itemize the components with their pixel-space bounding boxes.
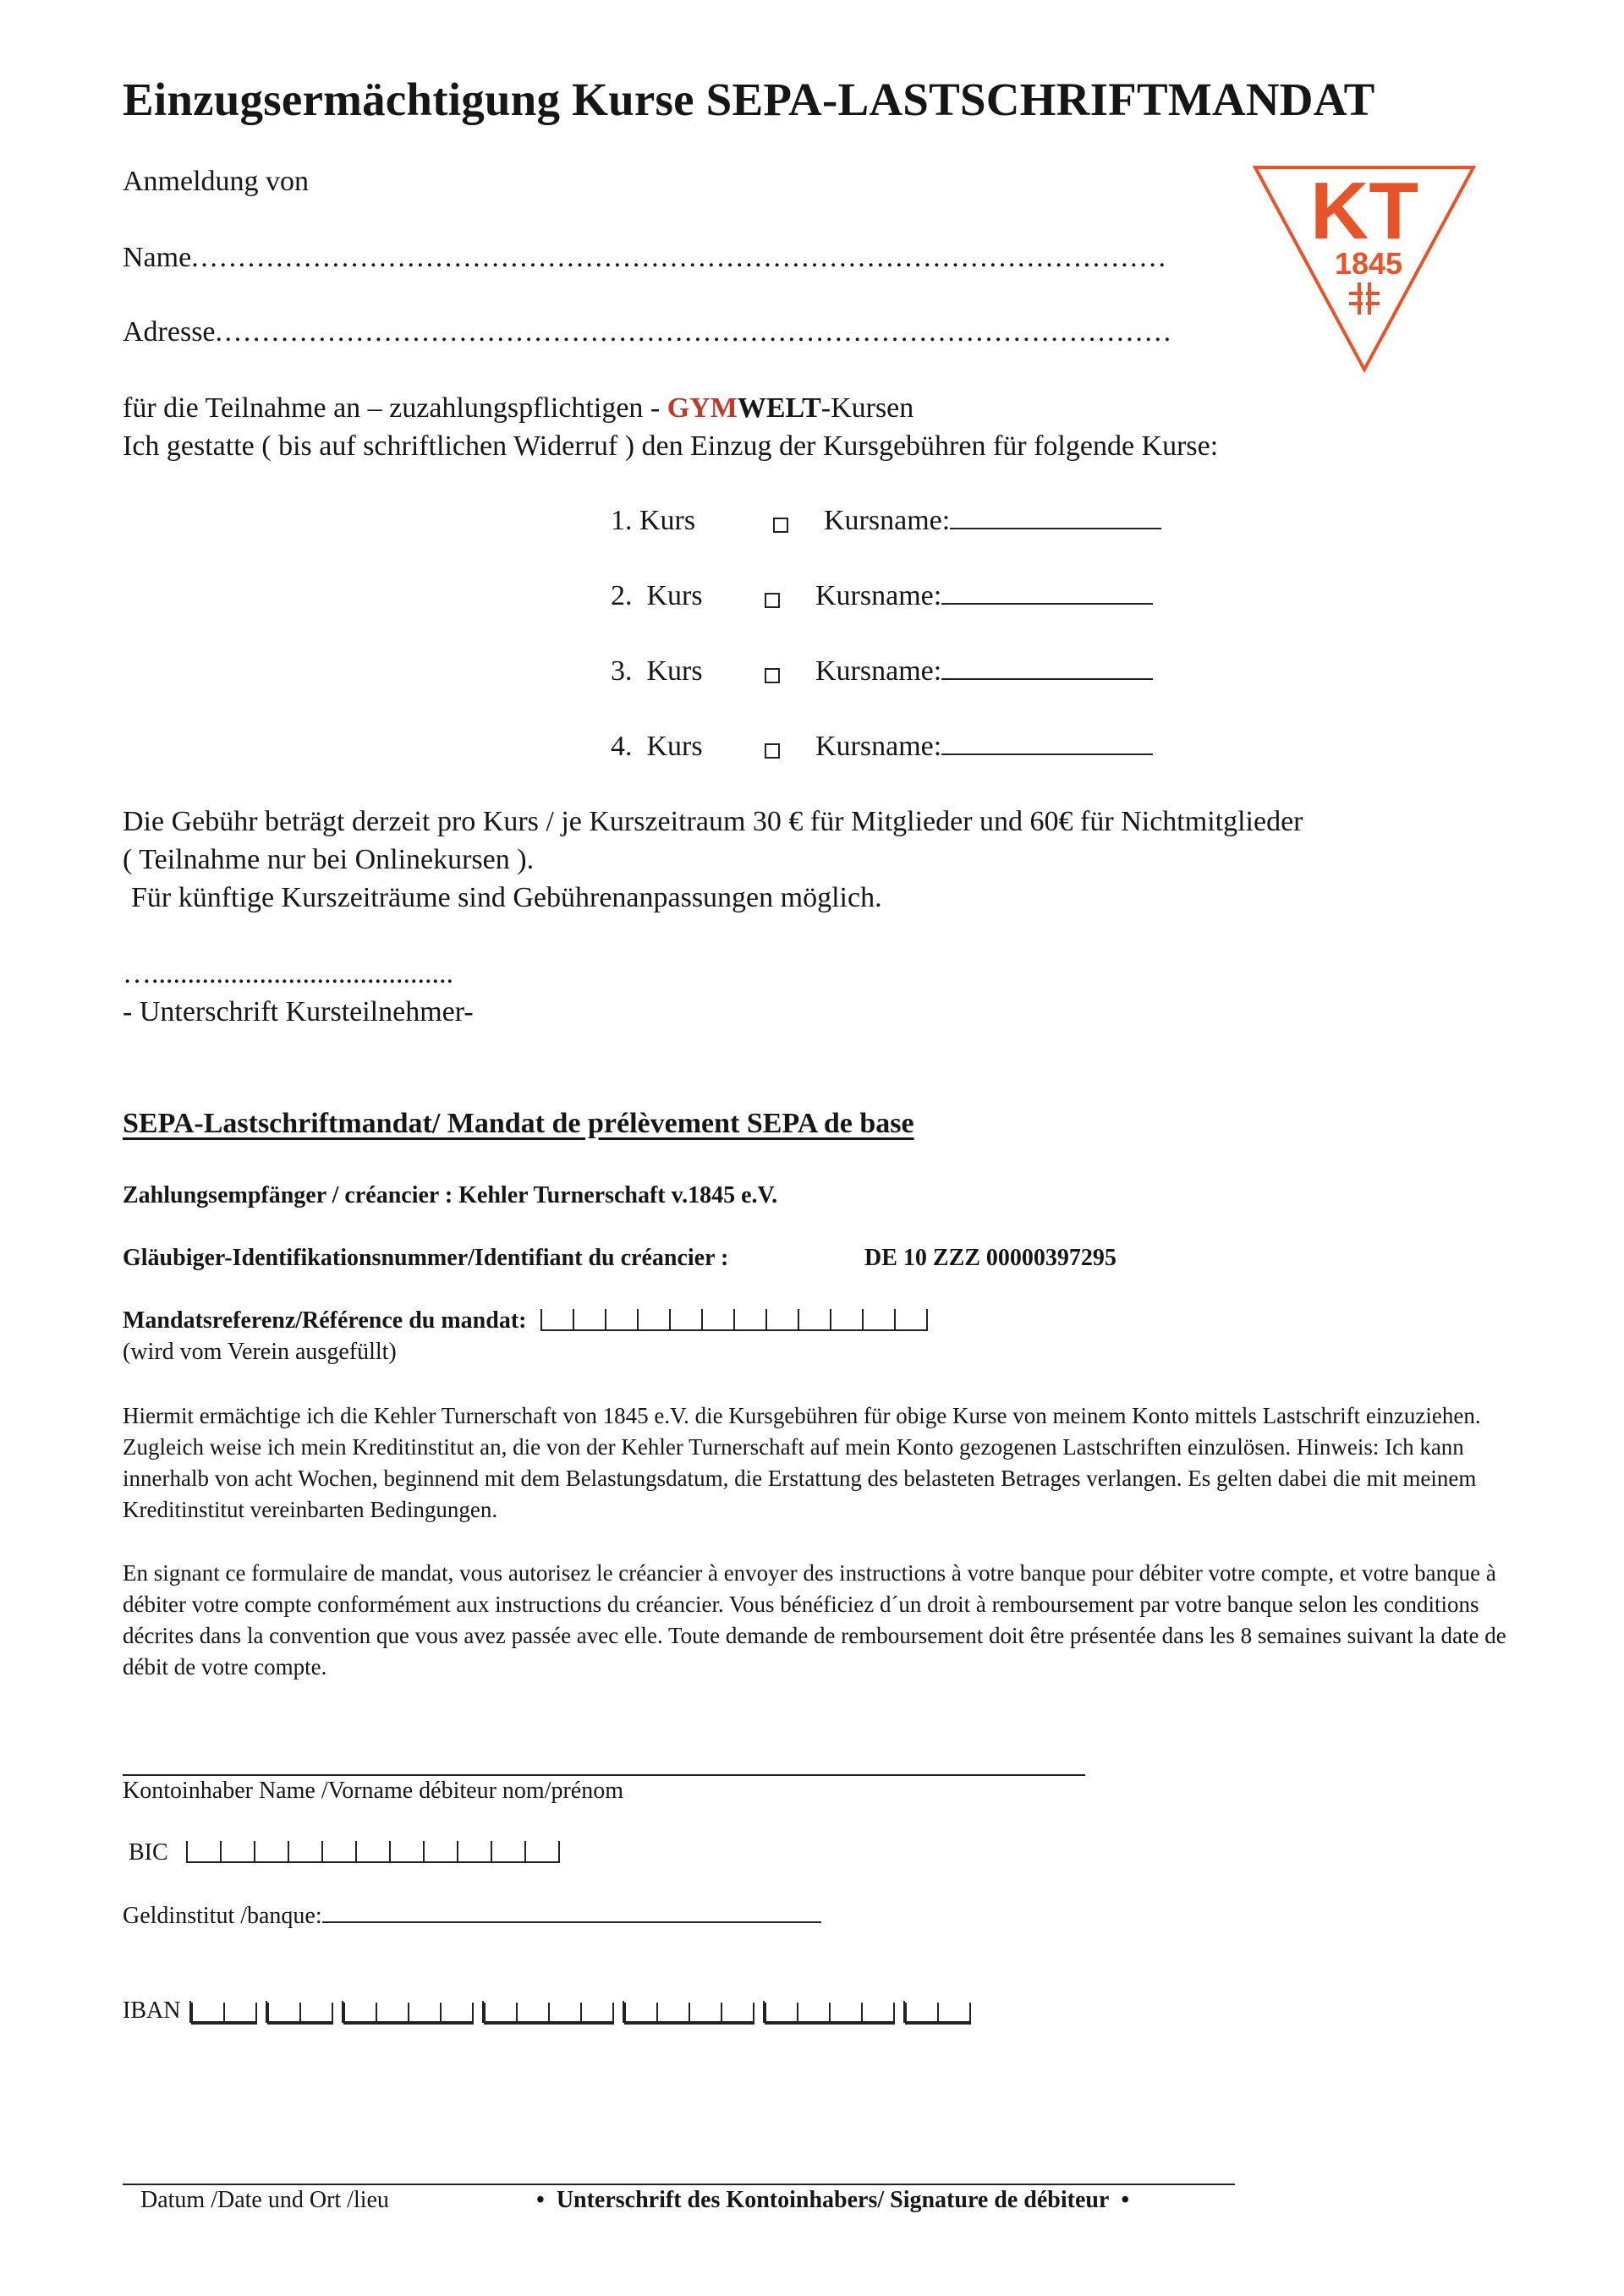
- date-signature-line[interactable]: [123, 2184, 1235, 2185]
- bic-row[interactable]: [129, 1839, 560, 1866]
- course-4-checkbox[interactable]: [765, 743, 780, 759]
- sepa-heading: SEPA-Lastschriftmandat/ Mandat de prélèvement SEPA de base: [123, 1108, 914, 1139]
- name-label: Name: [123, 242, 192, 273]
- date-place-label: Datum /Date und Ort /lieu: [140, 2187, 389, 2213]
- mandate-reference-note: (wird vom Verein ausgefüllt): [123, 1339, 397, 1365]
- debtor-signature-label: • Unterschrift des Kontoinhabers/ Signature de débiteur •: [536, 2187, 1130, 2213]
- kt-logo-icon: [1250, 162, 1479, 374]
- course-name-field[interactable]: Kursname:: [824, 505, 1161, 537]
- iban-boxes[interactable]: [189, 1997, 979, 2025]
- bank-label: Geldinstitut /banque:: [123, 1903, 322, 1929]
- mandate-reference-row[interactable]: [123, 1307, 928, 1334]
- account-holder-label: Kontoinhaber Name /Vorname débiteur nom/prénom: [123, 1778, 623, 1804]
- logo-year: 1845: [1334, 246, 1403, 281]
- consent-line: Ich gestatte ( bis auf schriftlichen Widerruf ) den Einzug der Kursgebühren für folgende Kurse:: [123, 430, 1219, 462]
- course-2-checkbox[interactable]: [765, 593, 780, 608]
- course-name-field[interactable]: Kursname:: [815, 655, 1153, 688]
- bic-label: BIC: [129, 1839, 168, 1866]
- course-row: 3. Kurs: [611, 655, 703, 687]
- mandate-text-french: En signant ce formulaire de mandat, vous autorisez le créancier à envoyer des instructions à votre banque pour débiter votre compte, et votre banque à débiter votre compte conformément aux instructions du créancier. Vous bénéficiez d´un droit à remboursement par votre banque selon les conditions décrites dans la convention que vous avez passée avec elle. Toute demande de remboursement doit être présentée dans les 8 semaines suivant la date de débit de votre compte.: [123, 1560, 1506, 1680]
- bic-boxes[interactable]: [186, 1839, 560, 1866]
- course-3-checkbox[interactable]: [765, 668, 780, 683]
- mandate-reference-boxes[interactable]: [540, 1307, 928, 1334]
- page-title: Einzugsermächtigung Kurse SEPA-LASTSCHRIFTMANDAT: [123, 74, 1375, 125]
- turner-cross-icon: [1349, 282, 1380, 315]
- fee-note: ( Teilnahme nur bei Onlinekursen ).: [123, 844, 535, 875]
- participation-line: für die Teilnahme an – zuzahlungspflichtigen - GYMWELT-Kursen: [123, 392, 914, 424]
- fee-adjustment-note: Für künftige Kurszeiträume sind Gebührenanpassungen möglich.: [131, 882, 882, 913]
- club-logo: [1250, 162, 1479, 374]
- mandate-reference-label: Mandatsreferenz/Référence du mandat:: [123, 1307, 527, 1334]
- address-label: Adresse: [123, 316, 216, 348]
- course-1-checkbox[interactable]: [773, 518, 788, 533]
- fee-text: Die Gebühr beträgt derzeit pro Kurs / je Kurszeitraum 30 € für Mitglieder und 60€ für Nichtmitglieder: [123, 806, 1303, 837]
- iban-row[interactable]: [123, 1997, 979, 2025]
- brand-gym: GYM: [667, 392, 738, 424]
- address-field-row[interactable]: Adresse......................................................................................................: [123, 316, 1173, 348]
- name-field-row[interactable]: Name........................................................................................................: [123, 242, 1168, 273]
- course-row: 2. Kurs: [611, 580, 703, 611]
- participant-signature-line[interactable]: …..........................................: [123, 958, 453, 989]
- iban-label: IBAN: [123, 1997, 181, 2024]
- account-holder-line[interactable]: [123, 1774, 1085, 1776]
- bank-field-row[interactable]: [123, 1903, 821, 1930]
- payee-text: Zahlungsempfänger / créancier : Kehler Turnerschaft v.1845 e.V.: [123, 1182, 778, 1208]
- logo-letters: KT: [1310, 166, 1418, 256]
- participant-signature-label: - Unterschrift Kursteilnehmer-: [123, 996, 474, 1027]
- creditor-id-value: DE 10 ZZZ 00000397295: [864, 1245, 1116, 1271]
- course-row: 4. Kurs: [611, 731, 703, 762]
- course-name-field[interactable]: Kursname:: [815, 731, 1153, 763]
- mandate-text-german: Hiermit ermächtige ich die Kehler Turnerschaft von 1845 e.V. die Kursgebühren für obige Kurse von meinem Konto mittels Lastschrift einzuziehen. Zugleich weise ich mein Kreditinstitut an, die von der Kehler Turnerschaft auf mein Konto gezogenen Lastschriften einzulösen. Hinweis: Ich kann innerhalb von acht Wochen, beginnend mit dem Belastungsdatum, die Erstattung des belasteten Betrages verlangen. Es gelten dabei die mit meinem Kreditinstitut vereinbarten Bedingungen.: [123, 1403, 1481, 1522]
- registration-heading: Anmeldung von: [123, 166, 310, 197]
- brand-welt: WELT: [737, 392, 821, 424]
- course-row: 1. Kurs: [611, 505, 696, 536]
- course-name-field[interactable]: Kursname:: [815, 580, 1153, 612]
- creditor-id-label: Gläubiger-Identifikationsnummer/Identifiant du créancier :: [123, 1245, 729, 1271]
